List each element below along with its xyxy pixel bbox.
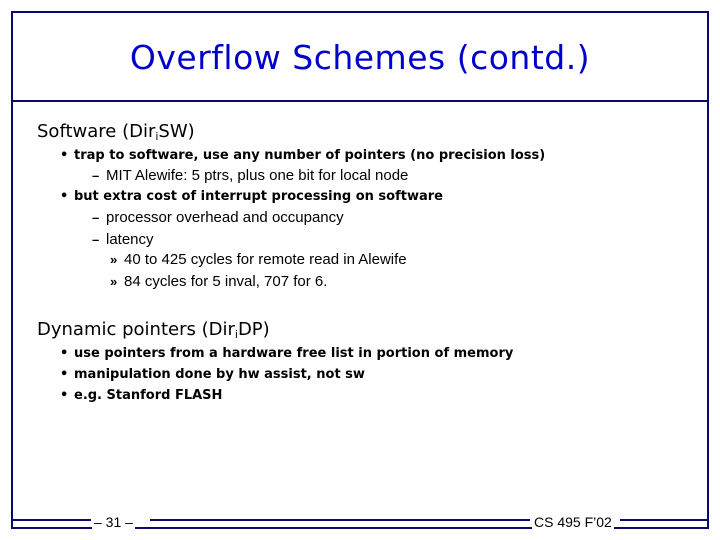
heading-text-suffix: SW) bbox=[158, 121, 195, 142]
sub-sub-item bbox=[110, 251, 407, 268]
bullet-text: but extra cost of interrupt processing on software bbox=[74, 189, 443, 204]
bullet-item bbox=[60, 189, 443, 204]
footer-rule-right bbox=[620, 519, 709, 521]
section-heading-software bbox=[37, 121, 195, 143]
sub-item bbox=[92, 167, 408, 184]
heading-text-suffix: DP) bbox=[237, 319, 270, 340]
sub-sub-item bbox=[110, 273, 327, 290]
bullet-marker: • bbox=[60, 189, 69, 204]
sub-item bbox=[92, 231, 154, 248]
heading-text: Software (Dir bbox=[37, 121, 156, 142]
sub-item-text: processor overhead and occupancy bbox=[106, 209, 344, 226]
slide-frame bbox=[11, 11, 709, 529]
page-number: – 31 – bbox=[94, 514, 133, 530]
bullet-item bbox=[60, 148, 545, 163]
slide-title: Overflow Schemes (contd.) bbox=[129, 38, 591, 77]
footer-rule-middle bbox=[150, 519, 530, 521]
bullet-item bbox=[60, 367, 365, 382]
section-heading-dynamic-pointers bbox=[37, 319, 270, 341]
chevron-marker: » bbox=[110, 252, 118, 267]
heading-subscript: i bbox=[155, 130, 159, 143]
dash-marker: – bbox=[92, 232, 100, 247]
footer-rule-left bbox=[11, 519, 91, 521]
bullet-item bbox=[60, 388, 222, 403]
sub-item-text: MIT Alewife: 5 ptrs, plus one bit for local node bbox=[106, 167, 409, 184]
sub-sub-item-text: 84 cycles for 5 inval, 707 for 6. bbox=[124, 273, 328, 290]
bullet-text: e.g. Stanford FLASH bbox=[74, 388, 223, 403]
course-label: CS 495 F’02 bbox=[534, 514, 612, 530]
sub-sub-item-text: 40 to 425 cycles for remote read in Alewife bbox=[124, 251, 407, 268]
title-divider bbox=[11, 100, 709, 102]
bullet-marker: • bbox=[60, 148, 69, 163]
bullet-text: trap to software, use any number of pointers (no precision loss) bbox=[74, 148, 546, 163]
bullet-text: manipulation done by hw assist, not sw bbox=[74, 367, 365, 382]
dash-marker: – bbox=[92, 168, 100, 183]
heading-subscript: i bbox=[234, 328, 238, 341]
bullet-marker: • bbox=[60, 367, 69, 382]
bullet-marker: • bbox=[60, 388, 69, 403]
bullet-item bbox=[60, 346, 513, 361]
sub-item bbox=[92, 209, 344, 226]
dash-marker: – bbox=[92, 210, 100, 225]
bullet-marker: • bbox=[60, 346, 69, 361]
heading-text: Dynamic pointers (Dir bbox=[37, 319, 235, 340]
sub-item-text: latency bbox=[106, 231, 154, 248]
chevron-marker: » bbox=[110, 274, 118, 289]
bullet-text: use pointers from a hardware free list in portion of memory bbox=[74, 346, 514, 361]
